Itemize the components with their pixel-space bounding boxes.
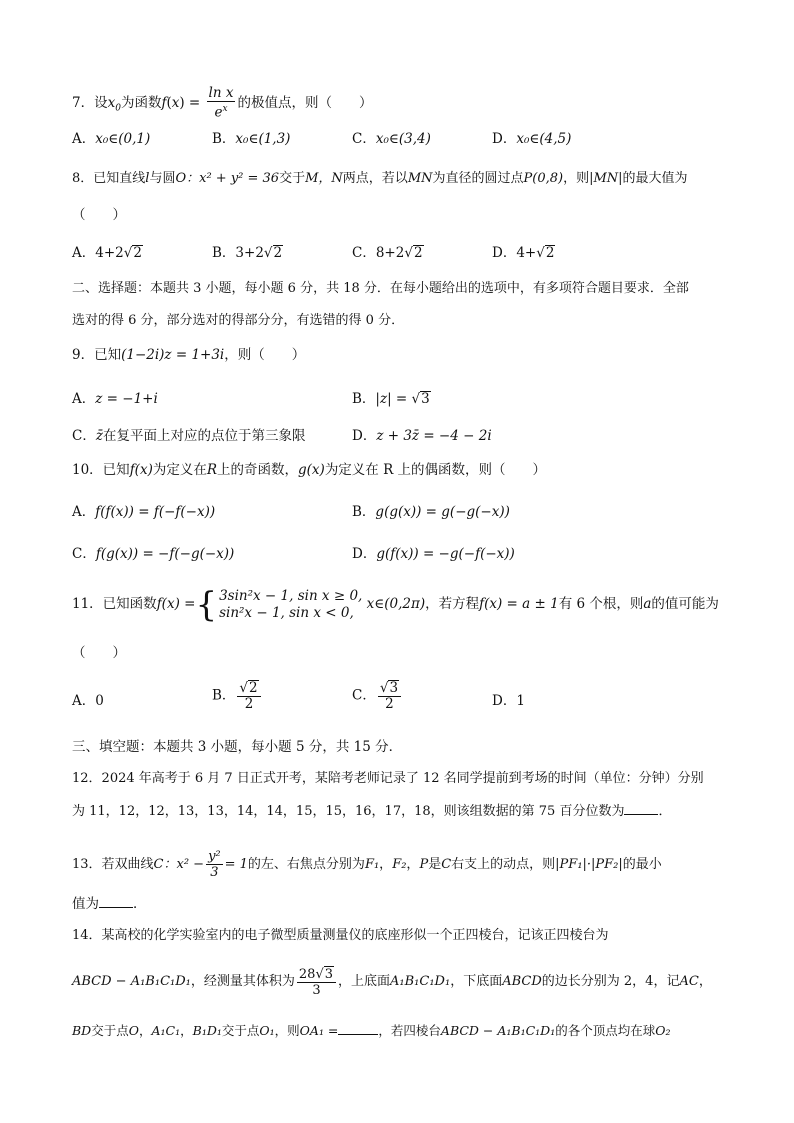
section2-heading-cont: 选对的得 6 分，部分选对的得部分分，有选错的得 0 分． (72, 313, 405, 328)
q13-curve: = 1 (224, 857, 248, 872)
q10-R: R (206, 462, 218, 478)
option-var: z̄ (95, 428, 103, 444)
option-label: B． (352, 391, 376, 407)
q11-case1: 3sin²x − 1, sin x ≥ 0, (219, 587, 363, 604)
q12-text: 为 11，12，12，13，13，14，14，15，15，16，17，18，则该组数据的第 75 百分位数为 (72, 804, 625, 819)
option-label: B． (212, 245, 236, 261)
q8-point: P(0,8) (523, 171, 564, 186)
q9-text: 9．已知 (72, 347, 122, 363)
q14-o2: O₂ (655, 1023, 671, 1038)
q8-seg: MN (593, 171, 619, 186)
q13-frac-den: 3 (210, 865, 219, 880)
q7-option-d[interactable] (492, 130, 571, 148)
option-label: C． (72, 428, 96, 444)
q9-stem (72, 346, 305, 364)
option-text: x₀∈(0,1) (95, 131, 151, 147)
radicand: 2 (273, 245, 283, 261)
q9-option-a[interactable] (72, 390, 158, 408)
q7-option-c[interactable] (352, 130, 431, 148)
q14-text: ，若四棱台 (378, 1023, 441, 1038)
q14-line3 (72, 1022, 671, 1040)
answer-blank[interactable] (624, 802, 658, 815)
q14-text: ，上底面 (338, 974, 391, 989)
q8-option-a[interactable]: A．4+2√2 (72, 245, 142, 261)
option-label: A． (72, 245, 96, 261)
option-text: 3+2 (235, 245, 264, 261)
q8-text: 交于 (279, 171, 306, 186)
q10-option-b[interactable] (352, 503, 510, 521)
q11-cases (219, 588, 362, 622)
brace-icon: { (195, 584, 218, 625)
q7-stem: 7．设$x_0$为函数f(x) = $\frac{\text{ln x}}{e^x}$ 的极值点，则（ ） (72, 85, 373, 121)
q11-eq: f(x) = a ± 1 (479, 596, 559, 612)
option-text: 0 (95, 693, 104, 709)
q14-line1: 14．某高校的化学实验室内的电子微型质量测量仪的底座形似一个正四棱台，记该正四棱台为 (72, 928, 609, 943)
q13-pf: PF₁|·|PF₂ (559, 857, 619, 872)
option-label: D． (352, 546, 377, 562)
option-text: x₀∈(3,4) (375, 131, 431, 147)
q11-stem (72, 584, 719, 624)
option-text: z = −1+i (95, 391, 158, 407)
q11-option-b[interactable]: B． $\frac{√2}{2}$ (212, 680, 263, 712)
option-text: x₀∈(1,3) (235, 131, 291, 147)
q11-text: 11．已知函数 (72, 596, 157, 612)
option-label: D． (492, 693, 517, 709)
q10-text: 上的奇函数， (217, 462, 299, 478)
q7-frac-num: ln x (208, 85, 234, 101)
q10-text: 10．已知 (72, 462, 130, 478)
q13-stem (72, 847, 662, 883)
option-label: A． (72, 391, 96, 407)
q13-text: 右支上的动点，则| (451, 857, 560, 872)
q13-text: 13．若双曲线 (72, 857, 154, 872)
option-label: D． (492, 131, 517, 147)
q7-text: 的极值点，则（ ） (237, 94, 373, 111)
q14-text: ，下底面 (450, 974, 503, 989)
q8-stem (72, 170, 688, 188)
option-label: A． (72, 693, 96, 709)
q8-paren: （ ） (72, 207, 126, 223)
q14-b1d1: B₁D₁ (192, 1023, 222, 1038)
q7-frac-den: e (214, 104, 223, 121)
q13-line2 (72, 895, 147, 913)
q7-text: 7．设 (72, 94, 108, 111)
q13-frac-num: y² (208, 849, 221, 864)
option-label: A． (72, 131, 96, 147)
q8-option-c[interactable]: C．8+2√2 (352, 245, 423, 261)
q11-paren: （ ） (72, 645, 126, 661)
radicand: 2 (413, 245, 423, 261)
q10-text: 为定义在 (152, 462, 207, 478)
q8-text: ，则| (563, 171, 594, 186)
q13-text: 是 (428, 857, 442, 872)
q9-option-b[interactable]: B．|z| = √3 (352, 391, 430, 407)
q11-text: ，若方程 (425, 596, 480, 612)
q8-text: |的最大值为 (618, 171, 688, 186)
q7-text: 为函数 (120, 94, 162, 111)
option-text: 在复平面上对应的点位于第三象限 (102, 428, 306, 444)
option-text: x₀∈(4,5) (516, 131, 572, 147)
q14-vol-den: 3 (312, 982, 321, 998)
q11-text: 的值可能为 (651, 596, 719, 612)
option-text: 4+2 (95, 245, 124, 261)
radicand: 3 (389, 680, 399, 696)
q7-option-a[interactable] (72, 130, 150, 148)
option-label: A． (72, 504, 96, 520)
radicand: 2 (545, 245, 555, 261)
q13-f2: F₂ (392, 857, 407, 872)
denominator: 2 (244, 696, 254, 712)
q14-text: ，则 (274, 1023, 300, 1038)
q14-o1: O₁ (259, 1023, 275, 1038)
q11-case2: sin²x − 1, sin x < 0, (219, 604, 354, 621)
q8-text: 为直径的圆过点 (432, 171, 524, 186)
q10-g: g(x) (298, 462, 325, 478)
option-text: |z| = (375, 391, 412, 407)
q14-oa1: OA₁ = (299, 1023, 339, 1038)
q14-bottom: ABCD (502, 974, 542, 989)
q8-circle: O：x² + y² = 36 (175, 171, 280, 186)
q14-ac: AC (679, 974, 699, 989)
option-text: 1 (516, 693, 525, 709)
option-text: g(f(x)) = −g(−f(−x)) (376, 546, 515, 562)
q12-line1: 12．2024 年高考于 6 月 7 日正式开考，某陪考老师记录了 12 名同学提前到考场的时间（单位：分钟）分别 (72, 771, 704, 786)
option-label: B． (212, 131, 236, 147)
option-text: 4+ (516, 245, 537, 261)
radicand: 3 (324, 966, 334, 982)
option-label: B． (212, 687, 236, 704)
q8-text: 两点，若以 (342, 171, 408, 186)
option-text: f(f(x)) = f(−f(−x)) (95, 504, 216, 520)
option-label: C． (352, 687, 376, 704)
option-label: D． (492, 245, 517, 261)
q10-f: f(x) (129, 462, 153, 478)
q14-text: ，经测量其体积为 (190, 974, 295, 989)
q13-text: ， (379, 857, 393, 872)
q14-vol-num: 28 (298, 966, 316, 982)
radicand: 2 (249, 680, 258, 696)
option-text: 8+2 (375, 245, 405, 261)
q8-points: M，N (305, 171, 343, 186)
q13-text: ． (133, 896, 147, 912)
q14-solid: ABCD − A₁B₁C₁D₁ (440, 1023, 556, 1038)
q7-fraction: $\frac{\text{ln x}}{e^x}$ (208, 85, 234, 121)
option-label: D． (352, 428, 377, 444)
q11-option-a[interactable] (72, 692, 104, 710)
q14-text: ， (138, 1023, 152, 1038)
q8-line: l (145, 171, 150, 186)
q8-seg: MN (407, 171, 433, 186)
q8-text: 8．已知直线 (72, 171, 146, 186)
q11-option-d[interactable] (492, 692, 525, 710)
option-label: C． (352, 245, 376, 261)
q14-text: ， (180, 1023, 193, 1038)
option-label: B． (352, 504, 376, 520)
q10-text: 为定义在 R 上的偶函数，则（ ） (324, 462, 547, 478)
q14-text: 的边长分别为 2，4，记 (541, 974, 680, 989)
q14-top: A₁B₁C₁D₁ (390, 974, 451, 989)
option-label: C． (72, 546, 96, 562)
q14-solid: ABCD − A₁B₁C₁D₁ (72, 974, 191, 989)
q8-text: 与圆 (149, 171, 176, 186)
q13-f1: F₁ (364, 857, 380, 872)
q11-text: 有 6 个根，则 (558, 596, 644, 612)
answer-blank[interactable] (338, 1022, 378, 1035)
q11-a: a (643, 596, 652, 612)
q10-option-a[interactable] (72, 503, 215, 521)
q13-p: P (419, 857, 429, 872)
q10-stem (72, 461, 546, 479)
q7-option-b[interactable] (212, 130, 290, 148)
q14-text: 交于点 (221, 1023, 260, 1038)
q14-line2: ABCD − A₁B₁C₁D₁，经测量其体积为 $\frac{28√3}{3}$ ，上底面A₁B₁C₁D₁，下底面ABCD的边长分别为 2，4，记AC， (72, 966, 712, 998)
option-text: z + 3z̄ = −4 − 2i (376, 428, 492, 444)
radicand: 2 (133, 245, 142, 261)
q13-text: 的左、右焦点分别为 (247, 857, 365, 872)
section3-heading: 三、填空题：本题共 3 小题，每小题 5 分，共 15 分． (72, 739, 403, 755)
q14-a1c1: A₁C₁ (151, 1023, 181, 1038)
q10-option-d[interactable] (352, 545, 515, 563)
q9-option-d[interactable] (352, 427, 492, 445)
option-text: g(g(x)) = g(−g(−x)) (375, 504, 510, 520)
q14-bd: BD (72, 1023, 92, 1038)
radicand: 3 (421, 391, 430, 407)
option-label: C． (352, 131, 376, 147)
q13-text: ， (406, 857, 420, 872)
q9-option-c[interactable] (72, 427, 305, 445)
q13-text: |的最小 (618, 857, 662, 872)
q11-fx: f(x) = (156, 596, 196, 612)
q13-curve: C：x² − (153, 857, 205, 872)
q11-option-c[interactable]: C． $\frac{√3}{2}$ (352, 680, 403, 712)
q8-option-d[interactable]: D．4+√2 (492, 245, 555, 261)
q11-domain: x∈(0,2π) (366, 596, 426, 612)
q9-text: ，则（ ） (224, 347, 306, 363)
q8-option-b[interactable]: B．3+2√2 (212, 245, 283, 261)
section2-heading: 二、选择题：本题共 3 小题，每小题 6 分，共 18 分．在每小题给出的选项中，有多项符合题目要求．全部 (72, 281, 689, 296)
option-text: f(g(x)) = −f(−g(−x)) (95, 546, 235, 562)
q13-text: 值为 (72, 896, 99, 912)
q12-line2 (72, 802, 671, 821)
q14-text: 的各个顶点均在球 (555, 1023, 656, 1038)
q10-option-c[interactable] (72, 545, 234, 563)
q13-c: C (441, 857, 452, 872)
q12-text: ． (658, 804, 672, 819)
q9-equation: (1−2i)z = 1+3i (121, 347, 225, 363)
q14-o: O (128, 1023, 139, 1038)
q14-text: 交于点 (91, 1023, 129, 1038)
denominator: 2 (385, 696, 394, 712)
answer-blank[interactable] (99, 895, 133, 908)
